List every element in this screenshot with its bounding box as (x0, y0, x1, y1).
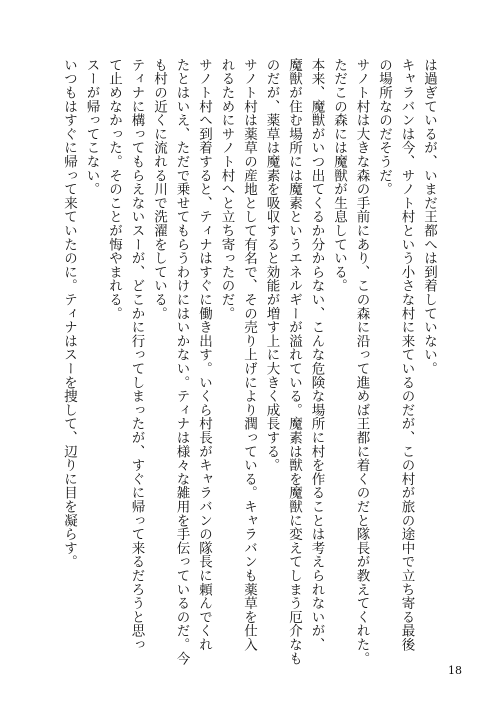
text-line: サノト村は大きな森の手前にあり、この森に沿って進めば王都に着くのだと隊長が教えてくれた。 (353, 58, 370, 666)
text-line: 魔獣が住む場所には魔素というエネルギーが溢れている。魔素は獣を魔獣に変えてしまう厄介なも (286, 58, 302, 666)
text-line: は過ぎているが、いまだ王都へは到着していない。 (421, 58, 437, 376)
text-line: たとはいえ、ただで乗せてもらうわけにはいかない。ティナは様々な雑用を手伝っているのだ。今 (173, 58, 190, 666)
text-line: の場所なのだそうだ。 (376, 58, 392, 196)
page-number: 18 (448, 664, 462, 677)
text-line: スーが帰ってこない。 (83, 58, 100, 196)
text-line: ティナに構ってもらえないスーが、どこかに行ってしまったが、すぐに帰って来るだろうと思っ (128, 58, 145, 652)
text-line: サノト村へ到着すると、ティナはすぐに働き出す。いくら村長がキャラバンの隊長に頼んでくれ (196, 58, 212, 652)
text-line: ただこの森には魔獣が生息している。 (331, 58, 347, 293)
text-line: いつもはすぐに帰って来ていたのに。ティナはスーを捜して、辺りに目を凝らす。 (61, 58, 77, 569)
text-line: のだが、薬草は魔素を吸収すると効能が増す上に大きく成長する。 (263, 58, 280, 472)
text-line: 本来、魔獣がいつ出てくるか分からない、こんな危険な場所に村を作ることは考えられないが、 (308, 58, 325, 652)
text-line: も村の近くに流れる川で洗濯をしている。 (151, 58, 167, 321)
text-line: サノト村は薬草の産地として有名で、その売り上げにより潤っている。キャラバンも薬草を仕入 (241, 58, 257, 652)
text-line: キャラバンは今、サノト村という小さな村に来ているのだが、この村が旅の途中で立ち寄る最後 (398, 58, 415, 652)
text-line: れるためにサノト村へと立ち寄ったのだ。 (218, 58, 235, 321)
text-line: て止めなかった。そのことが悔やまれる。 (106, 58, 122, 321)
vertical-body-text (58, 58, 441, 666)
